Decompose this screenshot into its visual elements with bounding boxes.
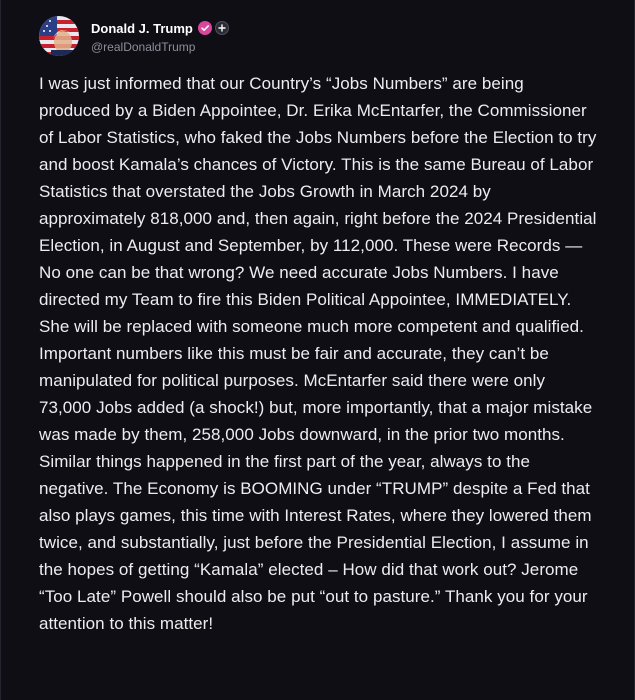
avatar[interactable] bbox=[39, 16, 79, 56]
name-row bbox=[91, 19, 229, 38]
author-handle[interactable]: @realDonaldTrump bbox=[91, 39, 196, 54]
post-text: I was just informed that our Country’s “Jobs Numbers” are being produced by a Biden Appointee, Dr. Erika McEntarfer, the Commissioner of Labor Statistics, who faked the Jobs Numbers before the Election to try and boost Kamala’s chances of Victory. This is the same Bureau of Labor Statistics that overstated the Jobs Growth in March 2024 by approximately 818,000 and, then again, right before the 2024 Presidential Election, in August and September, by 112,000. These were Records — No one can be that wrong? We need accurate Jobs Numbers. I have directed my Team to fire this Biden Political Appointee, IMMEDIATELY. She will be replaced with someone much more competent and qualified. Important numbers like this must be fair and accurate, they can’t be manipulated for political purposes. McEntarfer said there were only 73,000 Jobs added (a shock!) but, more importantly, that a major mistake was made by them, 258,000 Jobs downward, in the prior two months. Similar things happened in the first part of the year, always to the negative. The Economy is BOOMING under “TRUMP” despite a Fed that also plays games, this time with Interest Rates, where they lowered them twice, and substantially, just before the Presidential Election, I assume in the hopes of getting “Kamala” elected – How did that work out? Jerome “Too Late” Powell should also be put “out to pasture.” Thank you for your attention to this matter! bbox=[39, 74, 597, 633]
author-identity bbox=[91, 19, 229, 54]
post-header bbox=[39, 16, 229, 56]
flag-avatar-icon bbox=[39, 16, 79, 56]
plus-badge-icon bbox=[215, 21, 229, 35]
author-display-name[interactable]: Donald J. Trump bbox=[91, 20, 193, 36]
verified-badge-icon bbox=[198, 21, 212, 35]
post-body bbox=[39, 70, 599, 637]
